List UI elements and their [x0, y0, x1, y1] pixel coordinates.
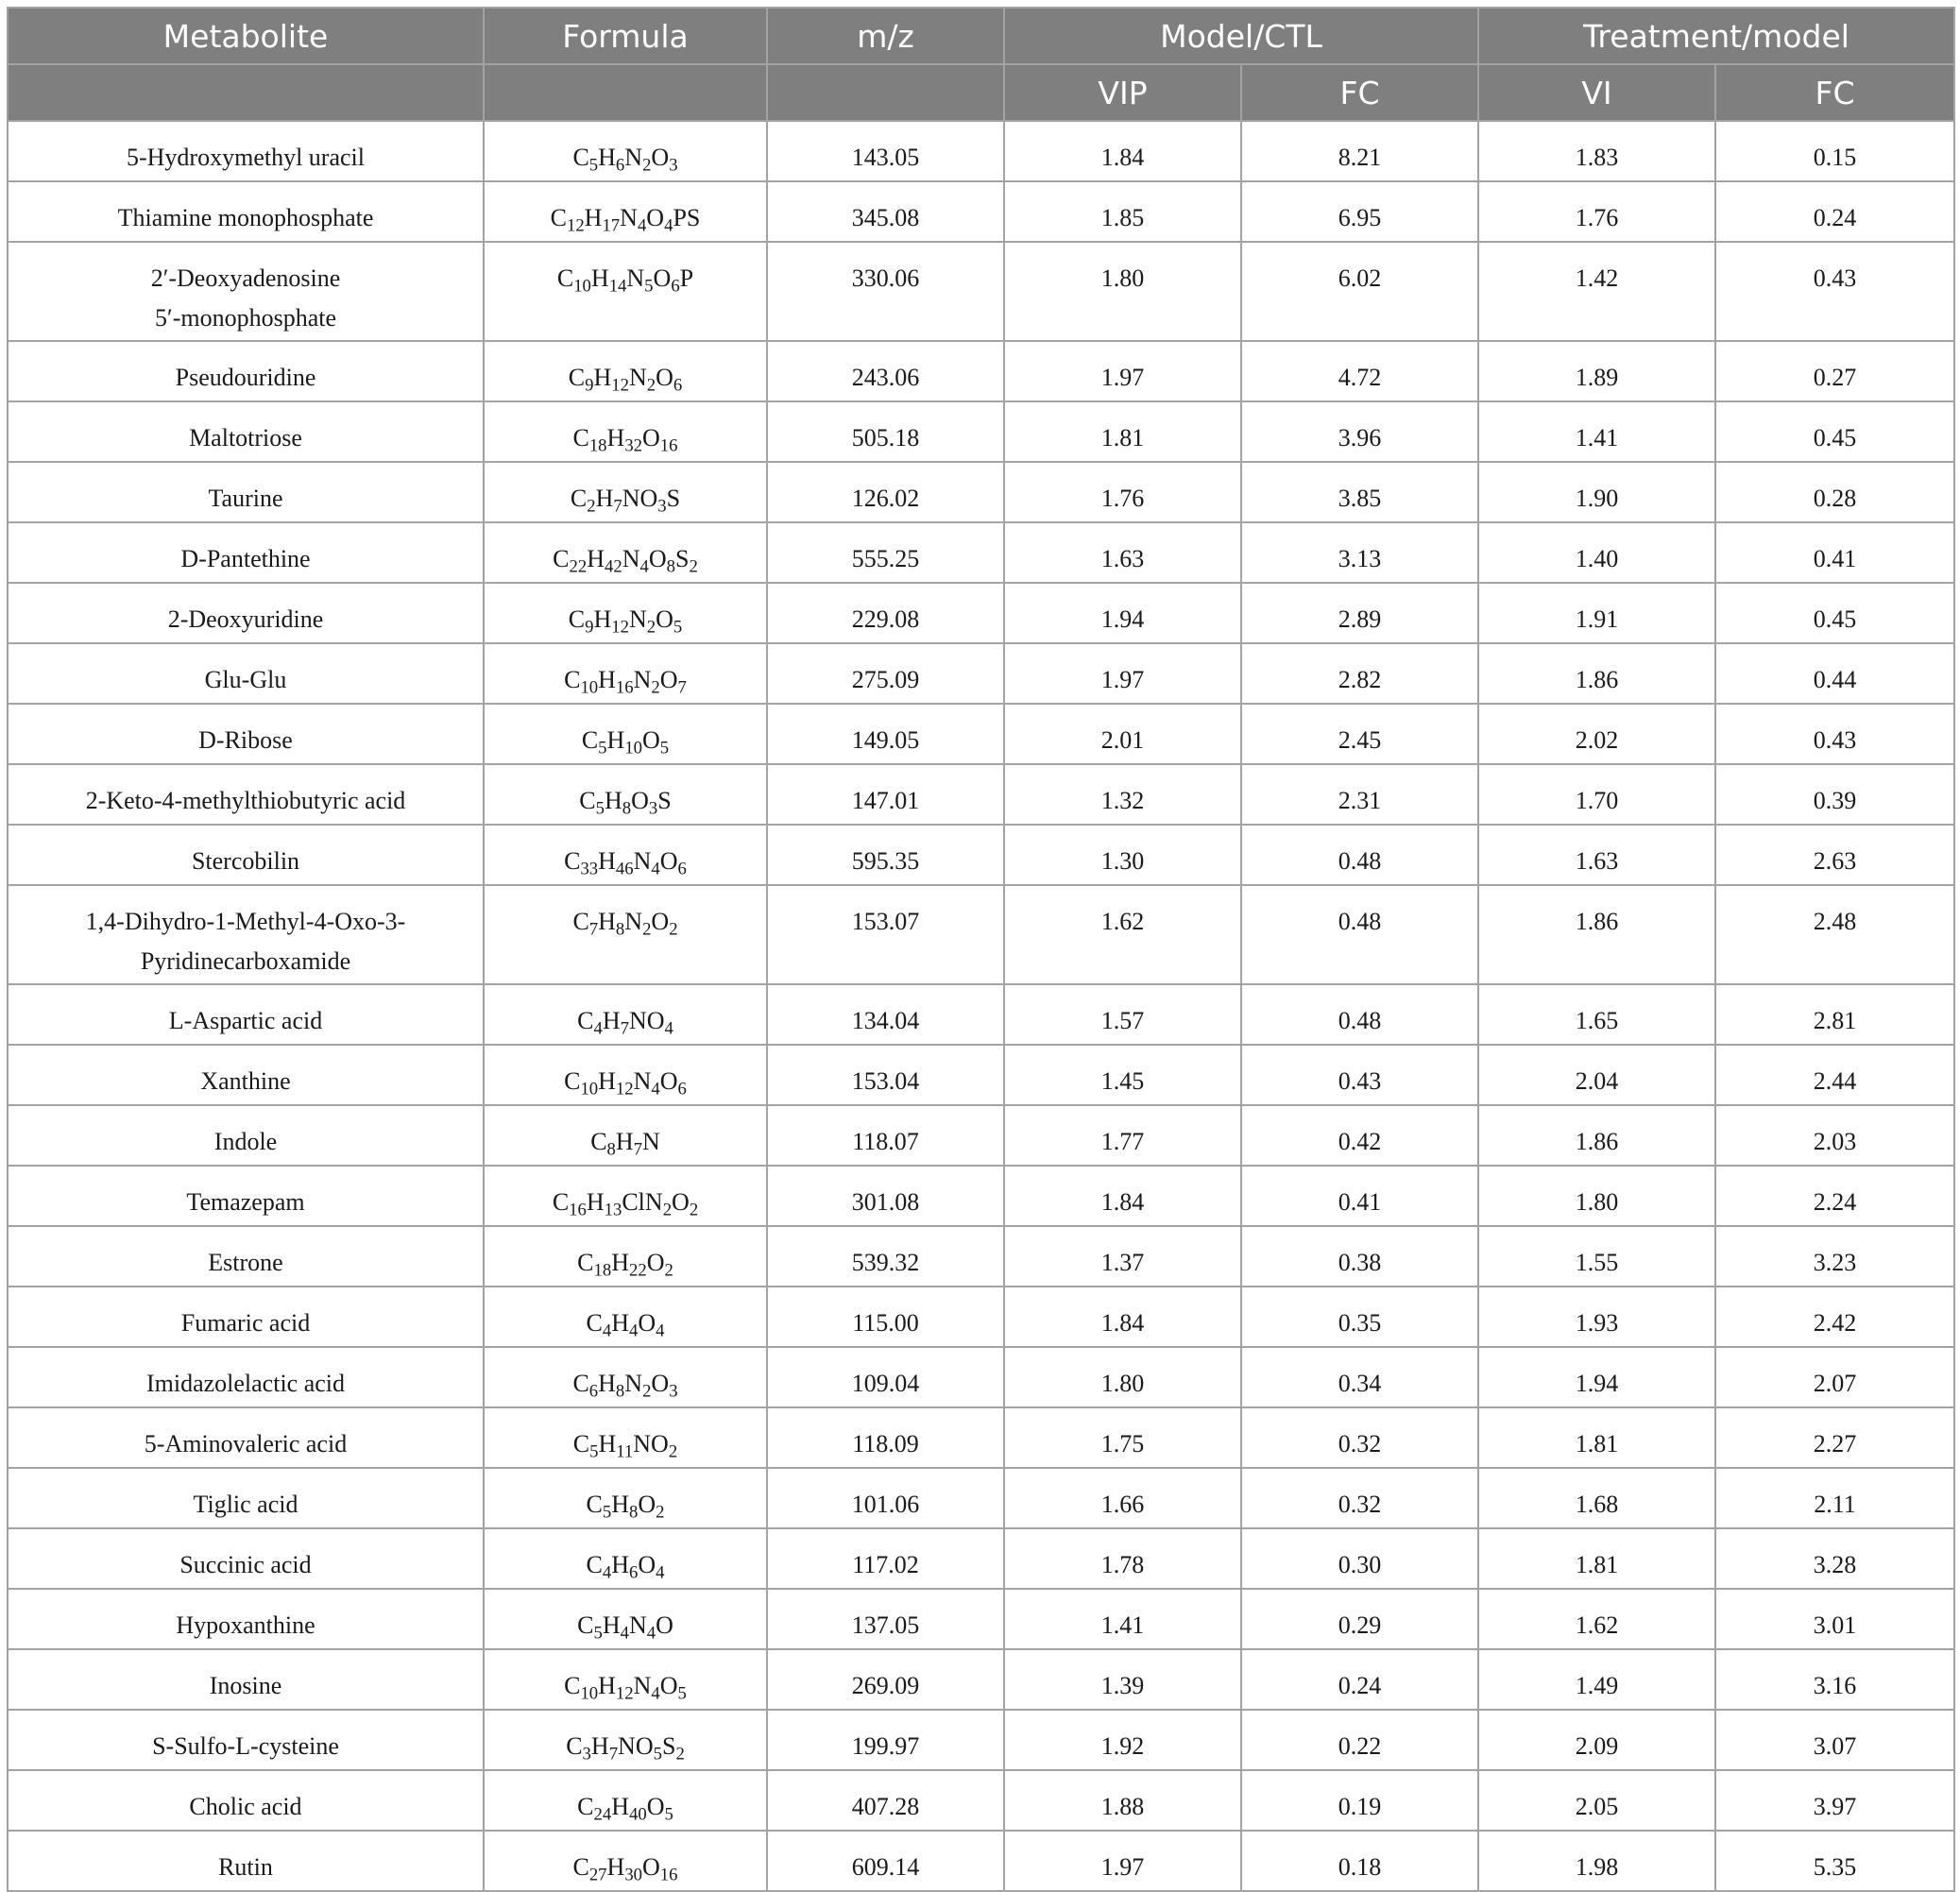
fc-model-cell: 0.41	[1241, 1166, 1478, 1226]
vi-cell: 1.93	[1478, 1287, 1715, 1347]
metabolite-cell: Succinic acid	[8, 1528, 484, 1589]
fc-model-cell: 0.43	[1241, 1045, 1478, 1105]
fc-treatment-cell: 5.35	[1715, 1831, 1954, 1891]
table-row	[8, 1226, 1954, 1287]
table-body	[8, 121, 1954, 1891]
vi-cell: 1.90	[1478, 462, 1715, 522]
metabolite-cell: Maltotriose	[8, 401, 484, 462]
mz-cell: 330.06	[767, 242, 1004, 341]
vi-cell: 1.76	[1478, 181, 1715, 242]
mz-cell: 609.14	[767, 1831, 1004, 1891]
formula-cell: $C_8H_7N$	[484, 1105, 767, 1166]
fc-treatment-cell: 2.11	[1715, 1468, 1954, 1528]
vi-cell: 1.49	[1478, 1649, 1715, 1710]
fc-treatment-cell: 2.42	[1715, 1287, 1954, 1347]
formula-cell: $C_{10}H_{16}N_2O_7$	[484, 643, 767, 704]
mz-cell: 109.04	[767, 1347, 1004, 1407]
fc-model-cell: 0.48	[1241, 885, 1478, 984]
fc-treatment-cell: 0.28	[1715, 462, 1954, 522]
fc-model-cell: 2.31	[1241, 764, 1478, 825]
fc-treatment-cell: 0.15	[1715, 121, 1954, 181]
vip-cell: 1.94	[1004, 583, 1241, 643]
mz-cell: 301.08	[767, 1166, 1004, 1226]
mz-cell: 595.35	[767, 825, 1004, 885]
col-header-treatment-model: Treatment/model	[1478, 8, 1954, 64]
vi-cell: 1.40	[1478, 522, 1715, 583]
table-row	[8, 1710, 1954, 1770]
formula-cell: $C_5H_4N_4O$	[484, 1589, 767, 1649]
fc-model-cell: 0.48	[1241, 825, 1478, 885]
mz-cell: 199.97	[767, 1710, 1004, 1770]
metabolite-cell: Estrone	[8, 1226, 484, 1287]
table-row	[8, 1347, 1954, 1407]
fc-model-cell: 0.30	[1241, 1528, 1478, 1589]
vi-cell: 1.81	[1478, 1528, 1715, 1589]
fc-treatment-cell: 2.63	[1715, 825, 1954, 885]
fc-treatment-cell: 0.44	[1715, 643, 1954, 704]
vip-cell: 1.97	[1004, 341, 1241, 401]
vip-cell: 1.80	[1004, 242, 1241, 341]
mz-cell: 243.06	[767, 341, 1004, 401]
table-row	[8, 704, 1954, 764]
vi-cell: 1.42	[1478, 242, 1715, 341]
mz-cell: 539.32	[767, 1226, 1004, 1287]
metabolite-cell: Glu-Glu	[8, 643, 484, 704]
col-header-model-ctl: Model/CTL	[1004, 8, 1478, 64]
fc-model-cell: 4.72	[1241, 341, 1478, 401]
mz-cell: 275.09	[767, 643, 1004, 704]
vip-cell: 1.66	[1004, 1468, 1241, 1528]
vi-cell: 1.86	[1478, 885, 1715, 984]
table-row	[8, 764, 1954, 825]
vip-cell: 1.92	[1004, 1710, 1241, 1770]
table-row	[8, 1589, 1954, 1649]
fc-treatment-cell: 3.01	[1715, 1589, 1954, 1649]
vip-cell: 1.57	[1004, 984, 1241, 1045]
fc-model-cell: 0.48	[1241, 984, 1478, 1045]
formula-cell: $C_{27}H_{30}O_{16}$	[484, 1831, 767, 1891]
metabolite-cell: Temazepam	[8, 1166, 484, 1226]
mz-cell: 555.25	[767, 522, 1004, 583]
col-header-vip: VIP	[1004, 64, 1241, 121]
table-row	[8, 401, 1954, 462]
formula-cell: $C_5H_6N_2O_3$	[484, 121, 767, 181]
vip-cell: 1.75	[1004, 1407, 1241, 1468]
fc-model-cell: 0.29	[1241, 1589, 1478, 1649]
table-row	[8, 643, 1954, 704]
mz-cell: 229.08	[767, 583, 1004, 643]
fc-model-cell: 2.89	[1241, 583, 1478, 643]
table-row	[8, 1045, 1954, 1105]
col-header-mz: m/z	[767, 8, 1004, 64]
formula-cell: $C_{16}H_{13}ClN_2O_2$	[484, 1166, 767, 1226]
document	[7, 7, 1953, 1892]
metabolite-cell: Indole	[8, 1105, 484, 1166]
vi-cell: 1.55	[1478, 1226, 1715, 1287]
vi-cell: 1.80	[1478, 1166, 1715, 1226]
table-row	[8, 1287, 1954, 1347]
table-row	[8, 242, 1954, 341]
fc-treatment-cell: 0.45	[1715, 583, 1954, 643]
fc-model-cell: 0.22	[1241, 1710, 1478, 1770]
table-row	[8, 341, 1954, 401]
vi-cell: 2.04	[1478, 1045, 1715, 1105]
formula-cell: $C_5H_{10}O_5$	[484, 704, 767, 764]
col-header-blank	[484, 64, 767, 121]
fc-treatment-cell: 2.44	[1715, 1045, 1954, 1105]
mz-cell: 118.09	[767, 1407, 1004, 1468]
vip-cell: 1.81	[1004, 401, 1241, 462]
table-row	[8, 181, 1954, 242]
vi-cell: 1.83	[1478, 121, 1715, 181]
vip-cell: 1.39	[1004, 1649, 1241, 1710]
table-row	[8, 1166, 1954, 1226]
fc-model-cell: 6.02	[1241, 242, 1478, 341]
mz-cell: 118.07	[767, 1105, 1004, 1166]
col-header-metabolite: Metabolite	[8, 8, 484, 64]
fc-model-cell: 8.21	[1241, 121, 1478, 181]
formula-cell: $C_{18}H_{32}O_{16}$	[484, 401, 767, 462]
fc-model-cell: 6.95	[1241, 181, 1478, 242]
formula-cell: $C_9H_{12}N_2O_5$	[484, 583, 767, 643]
fc-model-cell: 0.34	[1241, 1347, 1478, 1407]
fc-model-cell: 0.42	[1241, 1105, 1478, 1166]
formula-cell: $C_{24}H_{40}O_5$	[484, 1770, 767, 1831]
formula-cell: $C_{12}H_{17}N_4O_4PS$	[484, 181, 767, 242]
vi-cell: 2.05	[1478, 1770, 1715, 1831]
mz-cell: 153.07	[767, 885, 1004, 984]
mz-cell: 126.02	[767, 462, 1004, 522]
mz-cell: 505.18	[767, 401, 1004, 462]
formula-cell: $C_6H_8N_2O_3$	[484, 1347, 767, 1407]
fc-treatment-cell: 0.24	[1715, 181, 1954, 242]
fc-treatment-cell: 2.07	[1715, 1347, 1954, 1407]
metabolite-cell: L-Aspartic acid	[8, 984, 484, 1045]
mz-cell: 345.08	[767, 181, 1004, 242]
metabolite-cell: 1,4-Dihydro-1-Methyl-4-Oxo-3- Pyridinecarboxamide	[8, 885, 484, 984]
table-row	[8, 1528, 1954, 1589]
formula-cell: $C_5H_8O_2$	[484, 1468, 767, 1528]
formula-cell: $C_3H_7NO_5S_2$	[484, 1710, 767, 1770]
metabolite-cell: Hypoxanthine	[8, 1589, 484, 1649]
col-header-blank	[767, 64, 1004, 121]
mz-cell: 153.04	[767, 1045, 1004, 1105]
metabolite-cell: Taurine	[8, 462, 484, 522]
fc-treatment-cell: 2.27	[1715, 1407, 1954, 1468]
vip-cell: 1.88	[1004, 1770, 1241, 1831]
formula-cell: $C_{22}H_{42}N_4O_8S_2$	[484, 522, 767, 583]
fc-model-cell: 3.85	[1241, 462, 1478, 522]
vi-cell: 1.41	[1478, 401, 1715, 462]
mz-cell: 147.01	[767, 764, 1004, 825]
vip-cell: 1.84	[1004, 1166, 1241, 1226]
fc-model-cell: 0.24	[1241, 1649, 1478, 1710]
mz-cell: 269.09	[767, 1649, 1004, 1710]
header-row-secondary	[8, 64, 1954, 121]
table-row	[8, 984, 1954, 1045]
header-row-primary	[8, 8, 1954, 64]
vip-cell: 1.97	[1004, 1831, 1241, 1891]
fc-model-cell: 3.13	[1241, 522, 1478, 583]
table-row	[8, 1770, 1954, 1831]
col-header-blank	[8, 64, 484, 121]
fc-model-cell: 0.35	[1241, 1287, 1478, 1347]
mz-cell: 143.05	[767, 121, 1004, 181]
metabolite-cell: 5-Aminovaleric acid	[8, 1407, 484, 1468]
formula-cell: $C_5H_{11}NO_2$	[484, 1407, 767, 1468]
fc-model-cell: 2.45	[1241, 704, 1478, 764]
metabolite-cell: S-Sulfo-L-cysteine	[8, 1710, 484, 1770]
vi-cell: 1.81	[1478, 1407, 1715, 1468]
fc-model-cell: 0.32	[1241, 1468, 1478, 1528]
vip-cell: 1.77	[1004, 1105, 1241, 1166]
vi-cell: 1.68	[1478, 1468, 1715, 1528]
table-row	[8, 1105, 1954, 1166]
vi-cell: 1.86	[1478, 643, 1715, 704]
metabolite-cell: Fumaric acid	[8, 1287, 484, 1347]
metabolite-cell: Rutin	[8, 1831, 484, 1891]
table-row	[8, 825, 1954, 885]
formula-cell: $C_{10}H_{12}N_4O_6$	[484, 1045, 767, 1105]
vip-cell: 1.41	[1004, 1589, 1241, 1649]
formula-cell: $C_5H_8O_3S$	[484, 764, 767, 825]
vip-cell: 1.37	[1004, 1226, 1241, 1287]
metabolite-cell: D-Pantethine	[8, 522, 484, 583]
formula-cell: $C_4H_6O_4$	[484, 1528, 767, 1589]
vi-cell: 1.63	[1478, 825, 1715, 885]
table-row	[8, 885, 1954, 984]
table-row	[8, 1649, 1954, 1710]
table-row	[8, 1407, 1954, 1468]
vi-cell: 2.02	[1478, 704, 1715, 764]
formula-cell: $C_2H_7NO_3S$	[484, 462, 767, 522]
metabolite-cell: Pseudouridine	[8, 341, 484, 401]
metabolite-table	[7, 7, 1955, 1892]
fc-treatment-cell: 0.27	[1715, 341, 1954, 401]
metabolite-cell: Xanthine	[8, 1045, 484, 1105]
vip-cell: 1.78	[1004, 1528, 1241, 1589]
vip-cell: 1.30	[1004, 825, 1241, 885]
vip-cell: 1.85	[1004, 181, 1241, 242]
fc-treatment-cell: 2.81	[1715, 984, 1954, 1045]
fc-treatment-cell: 2.48	[1715, 885, 1954, 984]
vi-cell: 2.09	[1478, 1710, 1715, 1770]
metabolite-cell: Cholic acid	[8, 1770, 484, 1831]
metabolite-cell: Stercobilin	[8, 825, 484, 885]
mz-cell: 407.28	[767, 1770, 1004, 1831]
fc-treatment-cell: 2.24	[1715, 1166, 1954, 1226]
vi-cell: 1.86	[1478, 1105, 1715, 1166]
table-row	[8, 462, 1954, 522]
fc-model-cell: 0.38	[1241, 1226, 1478, 1287]
vi-cell: 1.65	[1478, 984, 1715, 1045]
vi-cell: 1.94	[1478, 1347, 1715, 1407]
metabolite-cell: Imidazolelactic acid	[8, 1347, 484, 1407]
metabolite-cell: Inosine	[8, 1649, 484, 1710]
mz-cell: 137.05	[767, 1589, 1004, 1649]
vip-cell: 1.45	[1004, 1045, 1241, 1105]
formula-cell: $C_4H_7NO_4$	[484, 984, 767, 1045]
mz-cell: 115.00	[767, 1287, 1004, 1347]
fc-treatment-cell: 3.07	[1715, 1710, 1954, 1770]
vip-cell: 1.76	[1004, 462, 1241, 522]
vi-cell: 1.98	[1478, 1831, 1715, 1891]
vip-cell: 1.84	[1004, 1287, 1241, 1347]
fc-treatment-cell: 3.97	[1715, 1770, 1954, 1831]
fc-treatment-cell: 0.39	[1715, 764, 1954, 825]
fc-treatment-cell: 0.41	[1715, 522, 1954, 583]
metabolite-cell: 2-Keto-4-methylthiobutyric acid	[8, 764, 484, 825]
vi-cell: 1.89	[1478, 341, 1715, 401]
fc-model-cell: 0.18	[1241, 1831, 1478, 1891]
fc-treatment-cell: 0.43	[1715, 242, 1954, 341]
vi-cell: 1.70	[1478, 764, 1715, 825]
fc-model-cell: 3.96	[1241, 401, 1478, 462]
fc-treatment-cell: 0.43	[1715, 704, 1954, 764]
col-header-vi: VI	[1478, 64, 1715, 121]
mz-cell: 117.02	[767, 1528, 1004, 1589]
vip-cell: 1.32	[1004, 764, 1241, 825]
mz-cell: 149.05	[767, 704, 1004, 764]
formula-cell: $C_{10}H_{12}N_4O_5$	[484, 1649, 767, 1710]
metabolite-cell: D-Ribose	[8, 704, 484, 764]
table-row	[8, 121, 1954, 181]
formula-cell: $C_{10}H_{14}N_5O_6P$	[484, 242, 767, 341]
vip-cell: 1.84	[1004, 121, 1241, 181]
formula-cell: $C_{18}H_{22}O_2$	[484, 1226, 767, 1287]
vip-cell: 1.97	[1004, 643, 1241, 704]
fc-treatment-cell: 2.03	[1715, 1105, 1954, 1166]
formula-cell: $C_{33}H_{46}N_4O_6$	[484, 825, 767, 885]
formula-cell: $C_4H_4O_4$	[484, 1287, 767, 1347]
col-header-fc-treatment: FC	[1715, 64, 1954, 121]
fc-model-cell: 0.32	[1241, 1407, 1478, 1468]
table-row	[8, 583, 1954, 643]
vi-cell: 1.62	[1478, 1589, 1715, 1649]
fc-treatment-cell: 3.28	[1715, 1528, 1954, 1589]
mz-cell: 101.06	[767, 1468, 1004, 1528]
table-row	[8, 522, 1954, 583]
table-header	[8, 8, 1954, 121]
formula-cell: $C_9H_{12}N_2O_6$	[484, 341, 767, 401]
metabolite-cell: 2′-Deoxyadenosine 5′-monophosphate	[8, 242, 484, 341]
vip-cell: 1.62	[1004, 885, 1241, 984]
formula-cell: $C_7H_8N_2O_2$	[484, 885, 767, 984]
metabolite-cell: 2-Deoxyuridine	[8, 583, 484, 643]
metabolite-cell: Tiglic acid	[8, 1468, 484, 1528]
fc-model-cell: 2.82	[1241, 643, 1478, 704]
vip-cell: 1.80	[1004, 1347, 1241, 1407]
metabolite-cell: Thiamine monophosphate	[8, 181, 484, 242]
table-row	[8, 1831, 1954, 1891]
fc-model-cell: 0.19	[1241, 1770, 1478, 1831]
table-row	[8, 1468, 1954, 1528]
fc-treatment-cell: 3.23	[1715, 1226, 1954, 1287]
metabolite-cell: 5-Hydroxymethyl uracil	[8, 121, 484, 181]
col-header-formula: Formula	[484, 8, 767, 64]
vi-cell: 1.91	[1478, 583, 1715, 643]
mz-cell: 134.04	[767, 984, 1004, 1045]
col-header-fc-model: FC	[1241, 64, 1478, 121]
vip-cell: 1.63	[1004, 522, 1241, 583]
vip-cell: 2.01	[1004, 704, 1241, 764]
fc-treatment-cell: 0.45	[1715, 401, 1954, 462]
fc-treatment-cell: 3.16	[1715, 1649, 1954, 1710]
